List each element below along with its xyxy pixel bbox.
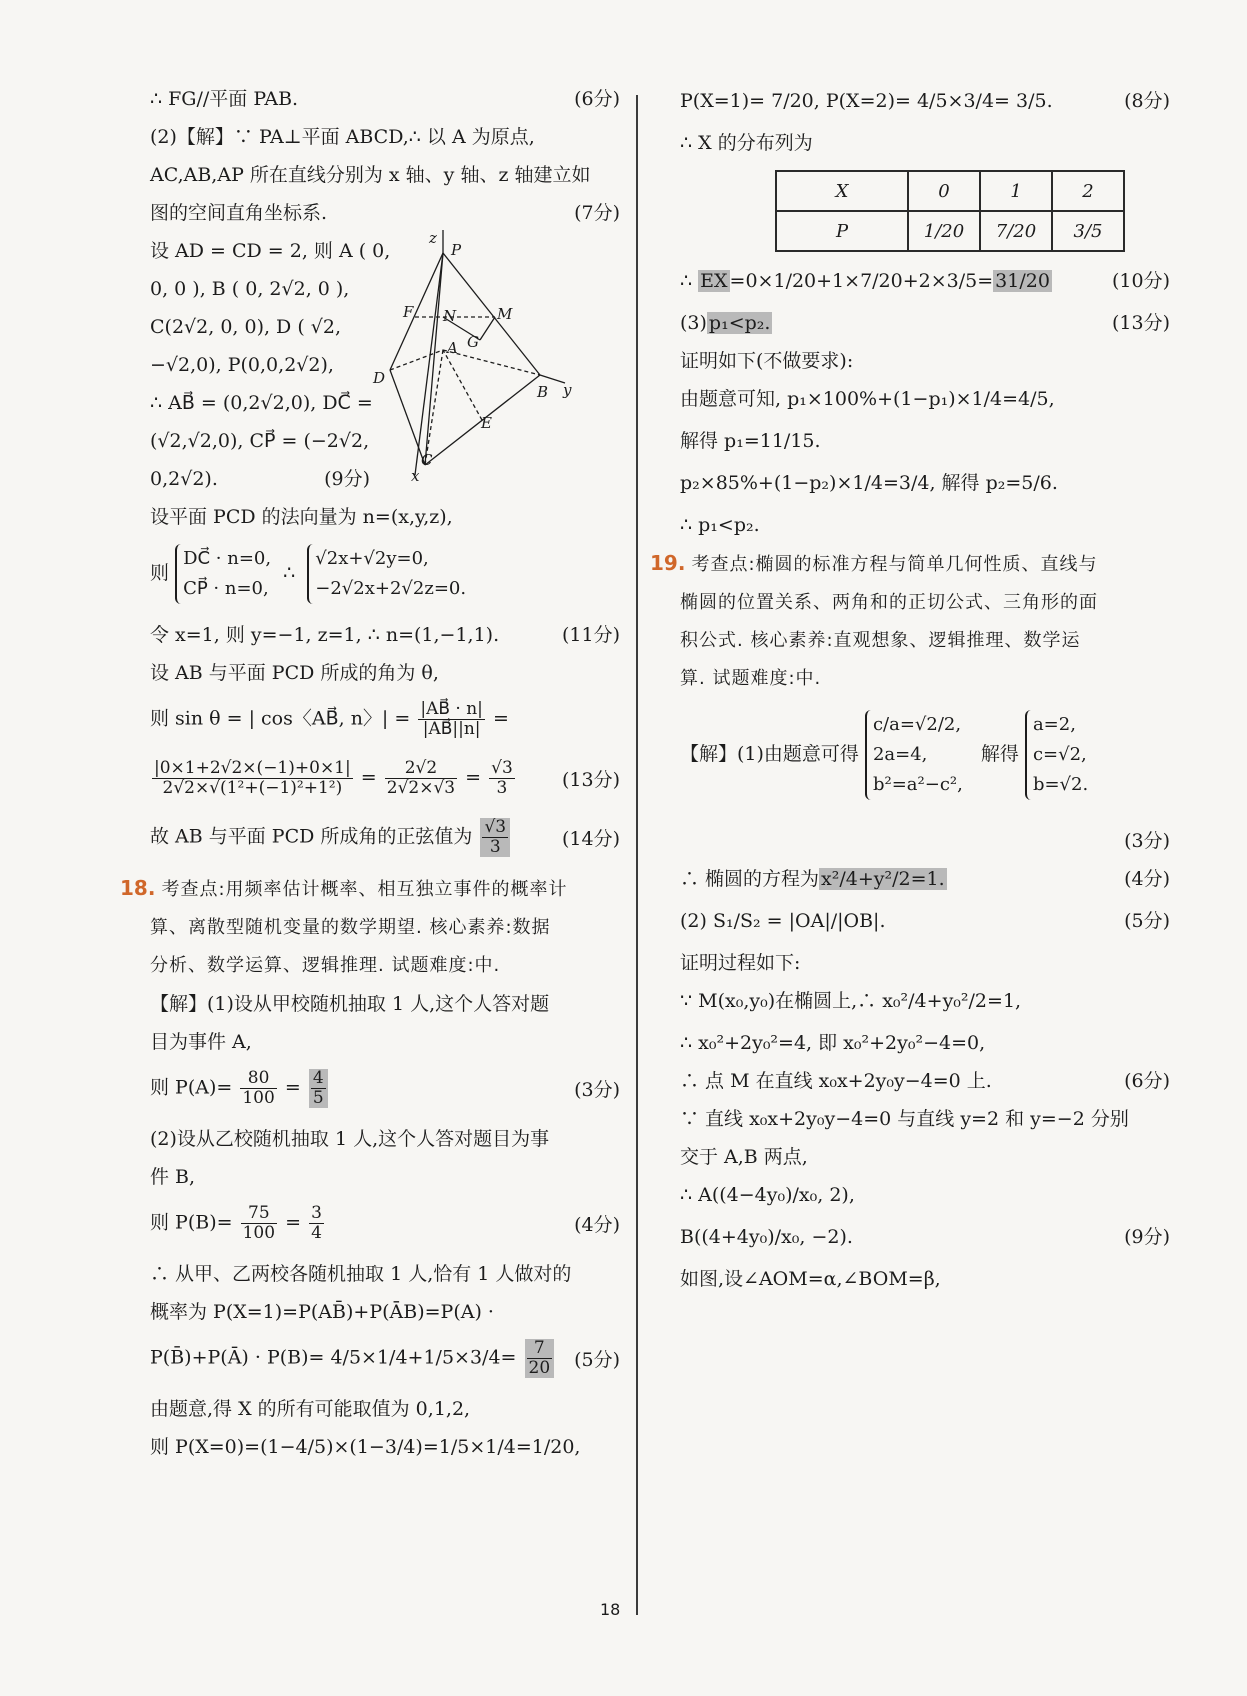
text-line: 0,2√2). (9分) bbox=[150, 468, 370, 490]
text-line: 图的空间直角坐标系. (7分) bbox=[150, 202, 620, 224]
system-right: √2x+√2y=0, −2√2x+2√2z=0. bbox=[307, 544, 466, 604]
text-line: ∴ X 的分布列为 bbox=[680, 132, 813, 154]
text-line: ∴ AB⃗ = (0,2√2,0), DC⃗ = bbox=[150, 392, 373, 414]
pyramid-figure bbox=[373, 225, 605, 495]
equation-system: 【解】(1)由题意可得 c/a=√2/2, 2a=4, b²=a²−c², 解得 a=2, c=√2, b=√2. bbox=[680, 710, 1170, 800]
text-line: 概率为 P(X=1)=P(AB̄)+P(ĀB)=P(A) · bbox=[150, 1301, 494, 1323]
distribution-table bbox=[775, 170, 1125, 252]
text-line: ∴ 从甲、乙两校各随机抽取 1 人,恰有 1 人做对的 bbox=[150, 1263, 572, 1285]
figure-label: D bbox=[373, 369, 386, 387]
text-line: C(2√2, 0, 0), D ( √2, bbox=[150, 316, 342, 338]
text-line: 交于 A,B 两点, bbox=[680, 1146, 808, 1168]
question-18-topic: 18. 考查点:用频率估计概率、相互独立事件的概率计 bbox=[120, 876, 568, 900]
text-line: (3) p₁<p₂. (13分) bbox=[680, 312, 1170, 334]
text-line: (2)【解】∵ PA⊥平面 ABCD,∴ 以 A 为原点, bbox=[150, 126, 535, 148]
text-line: 椭圆的位置关系、两角和的正切公式、三角形的面 bbox=[680, 592, 1098, 613]
figure-label: z bbox=[429, 229, 437, 247]
text-line: 则 P(X=0)=(1−4/5)×(1−3/4)=1/5×1/4=1/20, bbox=[150, 1436, 581, 1458]
text-line: (3分) bbox=[1124, 830, 1170, 852]
text-line: ∴ x₀²+2y₀²=4, 即 x₀²+2y₀²−4=0, bbox=[680, 1032, 986, 1054]
right-column bbox=[650, 88, 1170, 1306]
text-line: 如图,设∠AOM=α,∠BOM=β, bbox=[680, 1268, 941, 1290]
text-line: 由题意,得 X 的所有可能取值为 0,1,2, bbox=[150, 1398, 471, 1420]
figure-label: x bbox=[411, 467, 420, 485]
text-line: 积公式. 核心素养:直观想象、逻辑推理、数学运 bbox=[680, 630, 1081, 651]
text-line: p₂×85%+(1−p₂)×1/4=3/4, 解得 p₂=5/6. bbox=[680, 472, 1058, 494]
formula-line: 则 P(A)= $\frac{80}{100}$ = $\frac{4}{5}$ (3分) bbox=[150, 1068, 620, 1108]
segment-ea bbox=[443, 350, 482, 420]
text-line: 证明过程如下: bbox=[680, 952, 801, 974]
formula-line: ∴ 椭圆的方程为 x²/4+y²/2=1. (4分) bbox=[680, 868, 1170, 890]
figure-label: B bbox=[537, 383, 549, 401]
edge-pc bbox=[425, 253, 443, 465]
text-line: 设平面 PCD 的法向量为 n=(x,y,z), bbox=[150, 506, 453, 528]
text-line: B((4+4y₀)/x₀, −2). (9分) bbox=[680, 1226, 1170, 1248]
formula-line: 则 sin θ = | cos〈AB⃗, n〉| = $\frac{|AB⃗ \cdot n|}{|AB⃗||n|}$ = bbox=[150, 699, 509, 739]
text-line: 算、离散型随机变量的数学期望. 核心素养:数据 bbox=[150, 917, 551, 938]
text-line: ∴ A((4−4y₀)/x₀, 2), bbox=[680, 1184, 855, 1206]
text-line: ∵ M(x₀,y₀)在椭圆上,∴ x₀²/4+y₀²/2=1, bbox=[680, 990, 1022, 1012]
figure-label: N bbox=[443, 307, 457, 325]
table-cell: P bbox=[776, 211, 908, 251]
edge-dc bbox=[390, 370, 425, 465]
text-line: 由题意可知, p₁×100%+(1−p₁)×1/4=4/5, bbox=[680, 388, 1055, 410]
text-line: 0, 0 ), B ( 0, 2√2, 0 ), bbox=[150, 278, 350, 300]
table-cell: 3/5 bbox=[1052, 211, 1124, 251]
table-cell: 1/20 bbox=[908, 211, 980, 251]
text-line: ∵ 直线 x₀x+2y₀y−4=0 与直线 y=2 和 y=−2 分别 bbox=[680, 1108, 1129, 1130]
text-line: AC,AB,AP 所在直线分别为 x 轴、y 轴、z 轴建立如 bbox=[150, 164, 591, 186]
segment-gm bbox=[480, 317, 495, 340]
edge-ac bbox=[425, 350, 443, 465]
table-cell: X bbox=[776, 171, 908, 211]
text-line: ∴ 点 M 在直线 x₀x+2y₀y−4=0 上. (6分) bbox=[680, 1070, 1170, 1092]
table-cell: 2 bbox=[1052, 171, 1124, 211]
formula-line: 则 P(B)= $\frac{75}{100}$ = $\frac{3}{4}$ (4分) bbox=[150, 1203, 620, 1243]
text-line: 件 B, bbox=[150, 1166, 196, 1188]
text-line: 算. 试题难度:中. bbox=[680, 668, 822, 689]
text-line: (2)设从乙校随机抽取 1 人,这个人答对题目为事 bbox=[150, 1128, 550, 1150]
system-left: DC⃗ · n=0, CP⃗ · n=0, bbox=[175, 544, 271, 604]
table-cell: 0 bbox=[908, 171, 980, 211]
figure-label: F bbox=[403, 303, 414, 321]
text-line: 解得 p₁=11/15. bbox=[680, 430, 821, 452]
formula-line: P(X=1)= 7/20, P(X=2)= 4/5×3/4= 3/5. (8分) bbox=[680, 90, 1170, 112]
table-cell: 7/20 bbox=[980, 211, 1052, 251]
y-axis-line bbox=[540, 375, 565, 383]
figure-label: E bbox=[481, 414, 492, 432]
figure-label: M bbox=[497, 305, 513, 323]
text-line: 目为事件 A, bbox=[150, 1031, 252, 1053]
text-line: 证明如下(不做要求): bbox=[680, 350, 854, 372]
table-cell: 1 bbox=[980, 171, 1052, 211]
text-line: 【解】(1)设从甲校随机抽取 1 人,这个人答对题 bbox=[150, 993, 550, 1015]
formula-line: (2) S₁/S₂ = |OA|/|OB|. (5分) bbox=[680, 910, 1170, 932]
page-number: 18 bbox=[600, 1600, 621, 1619]
text-line: (√2,√2,0), CP⃗ = (−2√2, bbox=[150, 430, 370, 452]
figure-label: P bbox=[451, 241, 462, 259]
question-19-topic: 19. 考查点:椭圆的标准方程与简单几何性质、直线与 bbox=[650, 551, 1098, 575]
equation-system: 则 DC⃗ · n=0, CP⃗ · n=0, ∴ √2x+√2y=0, −2√2x+2√2z=0. bbox=[150, 544, 620, 604]
formula-line: P(B̄)+P(Ā) · P(B)= 4/5×1/4+1/5×3/4= $\frac{7}{20}$ (5分) bbox=[150, 1338, 620, 1378]
figure-label: y bbox=[563, 381, 572, 399]
text-line: 令 x=1, 则 y=−1, z=1, ∴ n=(1,−1,1). (11分) bbox=[150, 624, 620, 646]
formula-line: $\frac{|0\times 1+2√2\times(-1)+0\times 1|}{\text{2√2×√(1²+(−1)²+1²)}}$ = $\frac{2√2}{2√2\times√3}$ = $\frac{√3}{3}$ (13分) bbox=[154, 758, 620, 798]
text-line: ∴ p₁<p₂. bbox=[680, 514, 760, 536]
text-line: 设 AD = CD = 2, 则 A ( 0, bbox=[150, 240, 391, 262]
figure-label: G bbox=[467, 333, 479, 351]
text-line: 分析、数学运算、逻辑推理. 试题难度:中. bbox=[150, 955, 501, 976]
text-line: −√2,0), P(0,0,2√2), bbox=[150, 354, 334, 376]
text-line: ∴ FG//平面 PAB. (6分) bbox=[150, 88, 620, 110]
formula-line: ∴ EX =0×1/20+1×7/20+2×3/5= 31/20 (10分) bbox=[680, 270, 1170, 292]
figure-label: A bbox=[447, 339, 458, 357]
text-line: 设 AB 与平面 PCD 所成的角为 θ, bbox=[150, 662, 439, 684]
formula-line: 故 AB 与平面 PCD 所成角的正弦值为 $\frac{√3}{3}$ (14分) bbox=[150, 817, 620, 857]
column-divider bbox=[636, 95, 638, 1615]
figure-label: C bbox=[421, 451, 433, 469]
